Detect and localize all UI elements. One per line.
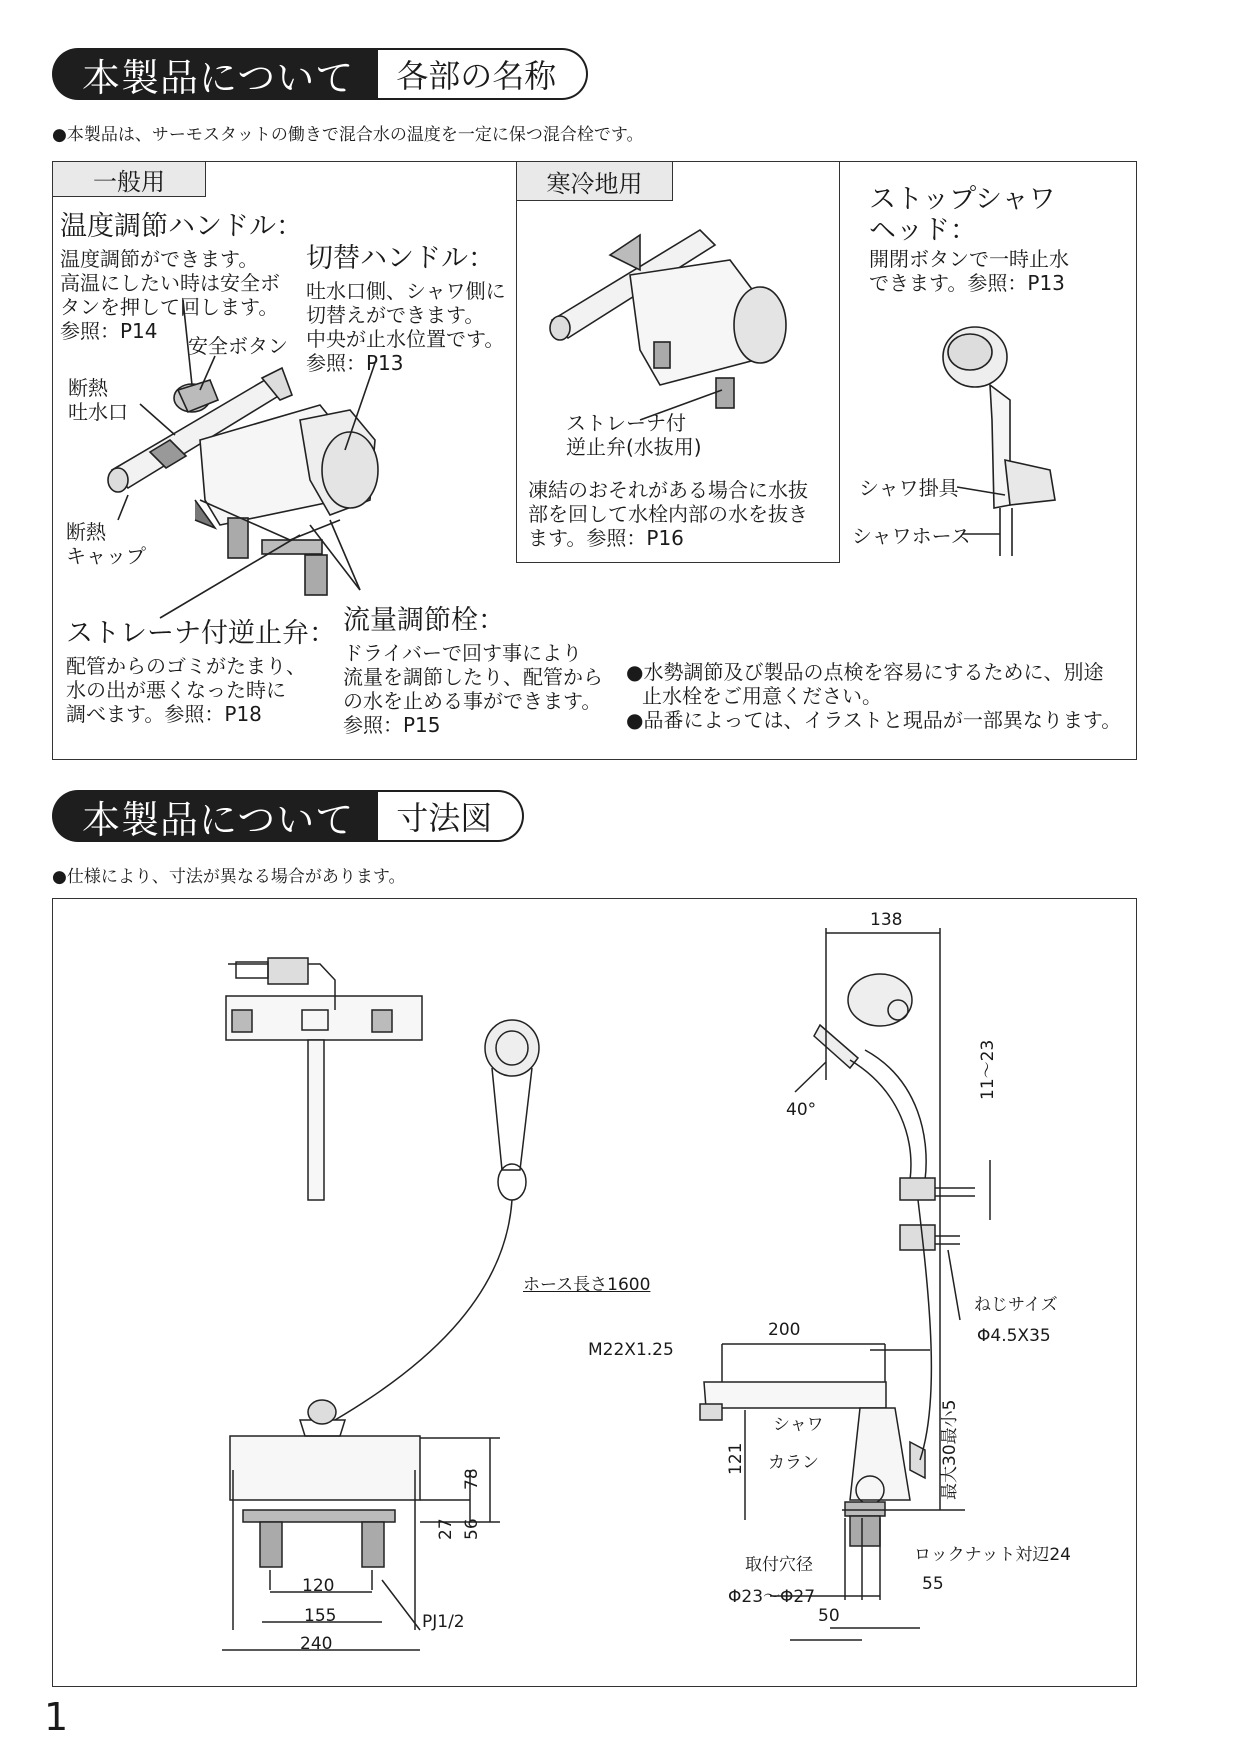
insulated-cap-label: 断熱 キャップ <box>66 520 146 568</box>
dim-11-23: 11～23 <box>978 1039 998 1100</box>
strainer-valve-title: ストレーナ付逆止弁： <box>66 618 336 649</box>
safety-button-label: 安全ボタン <box>188 334 288 358</box>
screw-size-title: ねじサイズ <box>974 1295 1058 1315</box>
dim-155: 155 <box>304 1606 337 1626</box>
mount-hole-label: 取付穴径 <box>745 1555 813 1575</box>
notes: ●水勢調節及び製品の点検を容易にするために、別途 止水栓をご用意ください。 ●品番によっては、イラストと現品が一部異なります。 <box>626 660 1122 732</box>
temp-handle-desc: 温度調節ができます。 高温にしたい時は安全ボ タンを押して回します。 参照：P14 <box>60 247 280 343</box>
cold-strainer-label: ストレーナ付 逆止弁(水抜用) <box>566 411 702 459</box>
shower-hose-label: シャワホース <box>852 524 971 548</box>
top-view <box>226 958 422 1200</box>
dim-200: 200 <box>768 1320 801 1340</box>
section1-title: 本製品について <box>52 48 378 100</box>
section2-title: 本製品について <box>52 790 378 842</box>
section2-subtitle: 寸法図 <box>378 790 524 842</box>
dim-78: 78 <box>462 1468 482 1490</box>
cold-note: 凍結のおそれがある場合に水抜 部を回して水栓内部の水を抜き ます。参照：P16 <box>528 478 808 550</box>
section1-intro: ●本製品は、サーモスタットの働きで混合水の温度を一定に保つ混合栓です。 <box>52 125 644 145</box>
shower-head-desc: 開閉ボタンで一時止水 できます。参照：P13 <box>869 247 1069 295</box>
dim-240: 240 <box>300 1634 333 1654</box>
shower-head-title: ストップシャワ ヘッド： <box>869 184 1056 246</box>
dim-27: 27 <box>436 1518 456 1540</box>
dim-55: 55 <box>922 1574 944 1594</box>
temp-handle-title: 温度調節ハンドル： <box>60 211 303 242</box>
locknut-label: ロックナット対辺24 <box>914 1545 1071 1565</box>
dim-121: 121 <box>726 1442 746 1475</box>
shower-label: シャワ <box>773 1415 824 1435</box>
dim-angle: 40° <box>786 1100 817 1120</box>
max-min-label: 最大30最小5 <box>940 1399 960 1500</box>
insulated-spout-label: 断熱 吐水口 <box>68 376 128 424</box>
hose-length-label: ホース長さ1600 <box>523 1275 651 1295</box>
strainer-valve-desc: 配管からのゴミがたまり、 水の出が悪くなった時に 調べます。参照：P18 <box>66 654 306 726</box>
flow-valve-title: 流量調節栓： <box>343 605 505 636</box>
section1-subtitle: 各部の名称 <box>378 48 588 100</box>
faucet-label: カラン <box>768 1453 819 1473</box>
shower-top-view <box>335 1020 539 1420</box>
pj-label: PJ1/2 <box>422 1612 465 1632</box>
m22-label: M22X1.25 <box>588 1340 674 1360</box>
page-number: 1 <box>44 1695 69 1739</box>
flow-valve-desc: ドライバーで回す事により 流量を調節したり、配管から の水を止める事ができます。 参照：P15 <box>343 641 603 737</box>
tag-general: 一般用 <box>52 161 206 197</box>
shower-hook-label: シャワ掛具 <box>859 476 959 500</box>
switch-handle-desc: 吐水口側、シャワ側に 切替えができます。 中央が止水位置です。 参照：P13 <box>306 279 506 375</box>
section2-intro: ●仕様により、寸法が異なる場合があります。 <box>52 867 406 887</box>
dim-138: 138 <box>870 910 903 930</box>
hole-range-label: Φ23～Φ27 <box>728 1587 816 1607</box>
dim-50: 50 <box>818 1606 840 1626</box>
dim-56: 56 <box>462 1518 482 1540</box>
switch-handle-title: 切替ハンドル： <box>306 243 495 274</box>
screw-size-value: Φ4.5X35 <box>977 1326 1051 1346</box>
tag-cold: 寒冷地用 <box>516 161 673 201</box>
dim-120: 120 <box>302 1576 335 1596</box>
